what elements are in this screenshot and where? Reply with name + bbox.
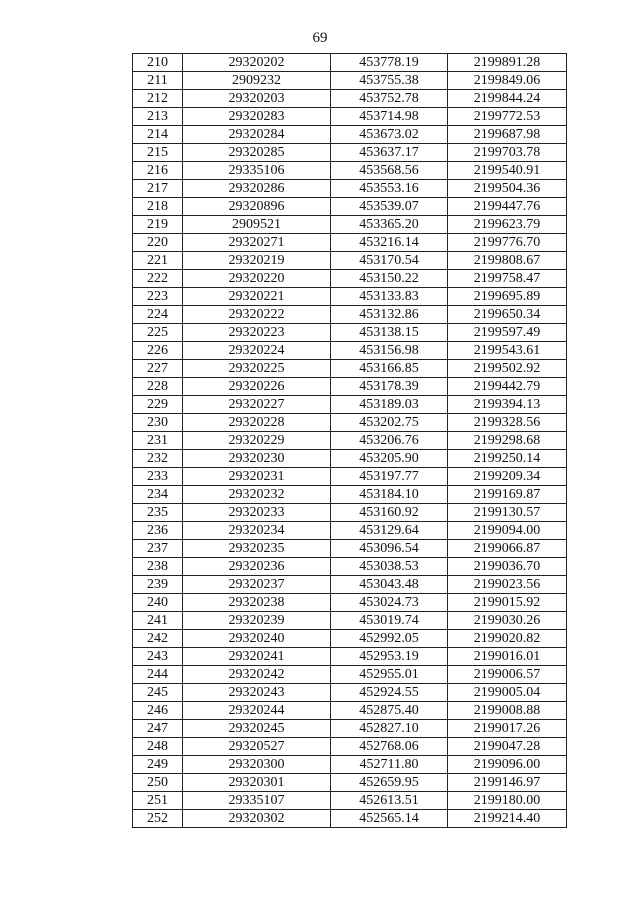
row-number-cell: 214 bbox=[133, 126, 183, 144]
point-id-cell: 29335107 bbox=[183, 792, 331, 810]
y-coordinate-cell: 2199096.00 bbox=[448, 756, 567, 774]
y-coordinate-cell: 2199020.82 bbox=[448, 630, 567, 648]
row-number-cell: 217 bbox=[133, 180, 183, 198]
point-id-cell: 29320527 bbox=[183, 738, 331, 756]
point-id-cell: 29320223 bbox=[183, 324, 331, 342]
y-coordinate-cell: 2199017.26 bbox=[448, 720, 567, 738]
x-coordinate-cell: 452992.05 bbox=[331, 630, 448, 648]
table-row bbox=[133, 162, 567, 180]
x-coordinate-cell: 452565.14 bbox=[331, 810, 448, 828]
y-coordinate-cell: 2199023.56 bbox=[448, 576, 567, 594]
table-row bbox=[133, 576, 567, 594]
table-row bbox=[133, 594, 567, 612]
table-row bbox=[133, 540, 567, 558]
x-coordinate-cell: 453189.03 bbox=[331, 396, 448, 414]
x-coordinate-cell: 453019.74 bbox=[331, 612, 448, 630]
y-coordinate-cell: 2199005.04 bbox=[448, 684, 567, 702]
point-id-cell: 29320242 bbox=[183, 666, 331, 684]
y-coordinate-cell: 2199006.57 bbox=[448, 666, 567, 684]
point-id-cell: 29320237 bbox=[183, 576, 331, 594]
x-coordinate-cell: 453365.20 bbox=[331, 216, 448, 234]
page-number: 69 bbox=[312, 30, 328, 46]
x-coordinate-cell: 453755.38 bbox=[331, 72, 448, 90]
row-number-cell: 228 bbox=[133, 378, 183, 396]
point-id-cell: 29320233 bbox=[183, 504, 331, 522]
y-coordinate-cell: 2199016.01 bbox=[448, 648, 567, 666]
x-coordinate-cell: 453170.54 bbox=[331, 252, 448, 270]
y-coordinate-cell: 2199209.34 bbox=[448, 468, 567, 486]
row-number-cell: 236 bbox=[133, 522, 183, 540]
table-row bbox=[133, 324, 567, 342]
row-number-cell: 252 bbox=[133, 810, 183, 828]
point-id-cell: 29320229 bbox=[183, 432, 331, 450]
point-id-cell: 29320239 bbox=[183, 612, 331, 630]
y-coordinate-cell: 2199214.40 bbox=[448, 810, 567, 828]
y-coordinate-cell: 2199442.79 bbox=[448, 378, 567, 396]
point-id-cell: 29320219 bbox=[183, 252, 331, 270]
row-number-cell: 216 bbox=[133, 162, 183, 180]
row-number-cell: 226 bbox=[133, 342, 183, 360]
x-coordinate-cell: 452827.10 bbox=[331, 720, 448, 738]
table-row bbox=[133, 306, 567, 324]
row-number-cell: 241 bbox=[133, 612, 183, 630]
table-row bbox=[133, 630, 567, 648]
row-number-cell: 251 bbox=[133, 792, 183, 810]
table-row bbox=[133, 234, 567, 252]
y-coordinate-cell: 2199008.88 bbox=[448, 702, 567, 720]
x-coordinate-cell: 453202.75 bbox=[331, 414, 448, 432]
point-id-cell: 29320244 bbox=[183, 702, 331, 720]
row-number-cell: 238 bbox=[133, 558, 183, 576]
point-id-cell: 29320224 bbox=[183, 342, 331, 360]
x-coordinate-cell: 453568.56 bbox=[331, 162, 448, 180]
point-id-cell: 2909521 bbox=[183, 216, 331, 234]
table-row bbox=[133, 252, 567, 270]
table-row bbox=[133, 396, 567, 414]
table-row bbox=[133, 810, 567, 828]
table-row bbox=[133, 180, 567, 198]
table-row bbox=[133, 774, 567, 792]
x-coordinate-cell: 453553.16 bbox=[331, 180, 448, 198]
y-coordinate-cell: 2199146.97 bbox=[448, 774, 567, 792]
x-coordinate-cell: 453178.39 bbox=[331, 378, 448, 396]
x-coordinate-cell: 453096.54 bbox=[331, 540, 448, 558]
row-number-cell: 213 bbox=[133, 108, 183, 126]
x-coordinate-cell: 453150.22 bbox=[331, 270, 448, 288]
row-number-cell: 231 bbox=[133, 432, 183, 450]
table-row bbox=[133, 198, 567, 216]
point-id-cell: 29320243 bbox=[183, 684, 331, 702]
point-id-cell: 29320245 bbox=[183, 720, 331, 738]
x-coordinate-cell: 453160.92 bbox=[331, 504, 448, 522]
x-coordinate-cell: 453129.64 bbox=[331, 522, 448, 540]
table-row bbox=[133, 468, 567, 486]
table-row bbox=[133, 666, 567, 684]
table-row bbox=[133, 342, 567, 360]
row-number-cell: 248 bbox=[133, 738, 183, 756]
row-number-cell: 218 bbox=[133, 198, 183, 216]
x-coordinate-cell: 453156.98 bbox=[331, 342, 448, 360]
point-id-cell: 29320240 bbox=[183, 630, 331, 648]
table-row bbox=[133, 738, 567, 756]
y-coordinate-cell: 2199808.67 bbox=[448, 252, 567, 270]
row-number-cell: 212 bbox=[133, 90, 183, 108]
x-coordinate-cell: 453637.17 bbox=[331, 144, 448, 162]
row-number-cell: 244 bbox=[133, 666, 183, 684]
row-number-cell: 223 bbox=[133, 288, 183, 306]
row-number-cell: 246 bbox=[133, 702, 183, 720]
point-id-cell: 29320226 bbox=[183, 378, 331, 396]
y-coordinate-cell: 2199597.49 bbox=[448, 324, 567, 342]
point-id-cell: 29320283 bbox=[183, 108, 331, 126]
row-number-cell: 247 bbox=[133, 720, 183, 738]
table-row bbox=[133, 792, 567, 810]
point-id-cell: 29320234 bbox=[183, 522, 331, 540]
row-number-cell: 235 bbox=[133, 504, 183, 522]
row-number-cell: 224 bbox=[133, 306, 183, 324]
y-coordinate-cell: 2199169.87 bbox=[448, 486, 567, 504]
table-row bbox=[133, 684, 567, 702]
x-coordinate-cell: 452711.80 bbox=[331, 756, 448, 774]
table-row bbox=[133, 378, 567, 396]
table-row bbox=[133, 522, 567, 540]
x-coordinate-cell: 452924.55 bbox=[331, 684, 448, 702]
row-number-cell: 210 bbox=[133, 54, 183, 72]
y-coordinate-cell: 2199094.00 bbox=[448, 522, 567, 540]
point-id-cell: 29320230 bbox=[183, 450, 331, 468]
y-coordinate-cell: 2199849.06 bbox=[448, 72, 567, 90]
point-id-cell: 29335106 bbox=[183, 162, 331, 180]
point-id-cell: 2909232 bbox=[183, 72, 331, 90]
row-number-cell: 221 bbox=[133, 252, 183, 270]
point-id-cell: 29320235 bbox=[183, 540, 331, 558]
y-coordinate-cell: 2199758.47 bbox=[448, 270, 567, 288]
y-coordinate-cell: 2199130.57 bbox=[448, 504, 567, 522]
table-row bbox=[133, 414, 567, 432]
x-coordinate-cell: 452955.01 bbox=[331, 666, 448, 684]
y-coordinate-cell: 2199687.98 bbox=[448, 126, 567, 144]
coordinates-table-body bbox=[133, 54, 567, 828]
table-row bbox=[133, 288, 567, 306]
point-id-cell: 29320222 bbox=[183, 306, 331, 324]
table-row bbox=[133, 126, 567, 144]
table-row bbox=[133, 756, 567, 774]
x-coordinate-cell: 453539.07 bbox=[331, 198, 448, 216]
x-coordinate-cell: 453205.90 bbox=[331, 450, 448, 468]
table-row bbox=[133, 558, 567, 576]
x-coordinate-cell: 453752.78 bbox=[331, 90, 448, 108]
y-coordinate-cell: 2199015.92 bbox=[448, 594, 567, 612]
row-number-cell: 240 bbox=[133, 594, 183, 612]
y-coordinate-cell: 2199298.68 bbox=[448, 432, 567, 450]
point-id-cell: 29320228 bbox=[183, 414, 331, 432]
x-coordinate-cell: 453778.19 bbox=[331, 54, 448, 72]
y-coordinate-cell: 2199328.56 bbox=[448, 414, 567, 432]
point-id-cell: 29320271 bbox=[183, 234, 331, 252]
row-number-cell: 243 bbox=[133, 648, 183, 666]
row-number-cell: 239 bbox=[133, 576, 183, 594]
x-coordinate-cell: 453714.98 bbox=[331, 108, 448, 126]
row-number-cell: 215 bbox=[133, 144, 183, 162]
row-number-cell: 250 bbox=[133, 774, 183, 792]
point-id-cell: 29320300 bbox=[183, 756, 331, 774]
table-row bbox=[133, 54, 567, 72]
x-coordinate-cell: 453673.02 bbox=[331, 126, 448, 144]
x-coordinate-cell: 453138.15 bbox=[331, 324, 448, 342]
table-row bbox=[133, 702, 567, 720]
row-number-cell: 233 bbox=[133, 468, 183, 486]
point-id-cell: 29320284 bbox=[183, 126, 331, 144]
row-number-cell: 230 bbox=[133, 414, 183, 432]
x-coordinate-cell: 452768.06 bbox=[331, 738, 448, 756]
y-coordinate-cell: 2199036.70 bbox=[448, 558, 567, 576]
row-number-cell: 237 bbox=[133, 540, 183, 558]
row-number-cell: 222 bbox=[133, 270, 183, 288]
x-coordinate-cell: 452875.40 bbox=[331, 702, 448, 720]
point-id-cell: 29320231 bbox=[183, 468, 331, 486]
y-coordinate-cell: 2199772.53 bbox=[448, 108, 567, 126]
table-row bbox=[133, 270, 567, 288]
coordinates-table bbox=[132, 53, 567, 828]
row-number-cell: 234 bbox=[133, 486, 183, 504]
point-id-cell: 29320302 bbox=[183, 810, 331, 828]
table-row bbox=[133, 72, 567, 90]
x-coordinate-cell: 453216.14 bbox=[331, 234, 448, 252]
table-row bbox=[133, 144, 567, 162]
row-number-cell: 229 bbox=[133, 396, 183, 414]
row-number-cell: 227 bbox=[133, 360, 183, 378]
point-id-cell: 29320225 bbox=[183, 360, 331, 378]
table-row bbox=[133, 486, 567, 504]
point-id-cell: 29320221 bbox=[183, 288, 331, 306]
table-row bbox=[133, 360, 567, 378]
point-id-cell: 29320236 bbox=[183, 558, 331, 576]
y-coordinate-cell: 2199703.78 bbox=[448, 144, 567, 162]
y-coordinate-cell: 2199623.79 bbox=[448, 216, 567, 234]
point-id-cell: 29320232 bbox=[183, 486, 331, 504]
x-coordinate-cell: 452659.95 bbox=[331, 774, 448, 792]
point-id-cell: 29320241 bbox=[183, 648, 331, 666]
table-row bbox=[133, 108, 567, 126]
y-coordinate-cell: 2199180.00 bbox=[448, 792, 567, 810]
point-id-cell: 29320227 bbox=[183, 396, 331, 414]
y-coordinate-cell: 2199502.92 bbox=[448, 360, 567, 378]
point-id-cell: 29320203 bbox=[183, 90, 331, 108]
y-coordinate-cell: 2199047.28 bbox=[448, 738, 567, 756]
y-coordinate-cell: 2199844.24 bbox=[448, 90, 567, 108]
table-row bbox=[133, 450, 567, 468]
table-row bbox=[133, 648, 567, 666]
table-row bbox=[133, 216, 567, 234]
y-coordinate-cell: 2199540.91 bbox=[448, 162, 567, 180]
y-coordinate-cell: 2199394.13 bbox=[448, 396, 567, 414]
x-coordinate-cell: 453038.53 bbox=[331, 558, 448, 576]
y-coordinate-cell: 2199695.89 bbox=[448, 288, 567, 306]
row-number-cell: 245 bbox=[133, 684, 183, 702]
row-number-cell: 211 bbox=[133, 72, 183, 90]
point-id-cell: 29320286 bbox=[183, 180, 331, 198]
point-id-cell: 29320896 bbox=[183, 198, 331, 216]
table-row bbox=[133, 432, 567, 450]
x-coordinate-cell: 453206.76 bbox=[331, 432, 448, 450]
y-coordinate-cell: 2199504.36 bbox=[448, 180, 567, 198]
x-coordinate-cell: 453166.85 bbox=[331, 360, 448, 378]
point-id-cell: 29320238 bbox=[183, 594, 331, 612]
y-coordinate-cell: 2199447.76 bbox=[448, 198, 567, 216]
y-coordinate-cell: 2199066.87 bbox=[448, 540, 567, 558]
x-coordinate-cell: 453024.73 bbox=[331, 594, 448, 612]
y-coordinate-cell: 2199891.28 bbox=[448, 54, 567, 72]
x-coordinate-cell: 453133.83 bbox=[331, 288, 448, 306]
x-coordinate-cell: 452613.51 bbox=[331, 792, 448, 810]
y-coordinate-cell: 2199030.26 bbox=[448, 612, 567, 630]
row-number-cell: 225 bbox=[133, 324, 183, 342]
x-coordinate-cell: 453197.77 bbox=[331, 468, 448, 486]
row-number-cell: 232 bbox=[133, 450, 183, 468]
x-coordinate-cell: 453043.48 bbox=[331, 576, 448, 594]
y-coordinate-cell: 2199650.34 bbox=[448, 306, 567, 324]
point-id-cell: 29320285 bbox=[183, 144, 331, 162]
x-coordinate-cell: 453132.86 bbox=[331, 306, 448, 324]
y-coordinate-cell: 2199250.14 bbox=[448, 450, 567, 468]
row-number-cell: 220 bbox=[133, 234, 183, 252]
point-id-cell: 29320220 bbox=[183, 270, 331, 288]
y-coordinate-cell: 2199543.61 bbox=[448, 342, 567, 360]
x-coordinate-cell: 452953.19 bbox=[331, 648, 448, 666]
row-number-cell: 219 bbox=[133, 216, 183, 234]
point-id-cell: 29320301 bbox=[183, 774, 331, 792]
row-number-cell: 242 bbox=[133, 630, 183, 648]
table-row bbox=[133, 612, 567, 630]
y-coordinate-cell: 2199776.70 bbox=[448, 234, 567, 252]
table-row bbox=[133, 90, 567, 108]
table-row bbox=[133, 504, 567, 522]
x-coordinate-cell: 453184.10 bbox=[331, 486, 448, 504]
point-id-cell: 29320202 bbox=[183, 54, 331, 72]
table-row bbox=[133, 720, 567, 738]
row-number-cell: 249 bbox=[133, 756, 183, 774]
